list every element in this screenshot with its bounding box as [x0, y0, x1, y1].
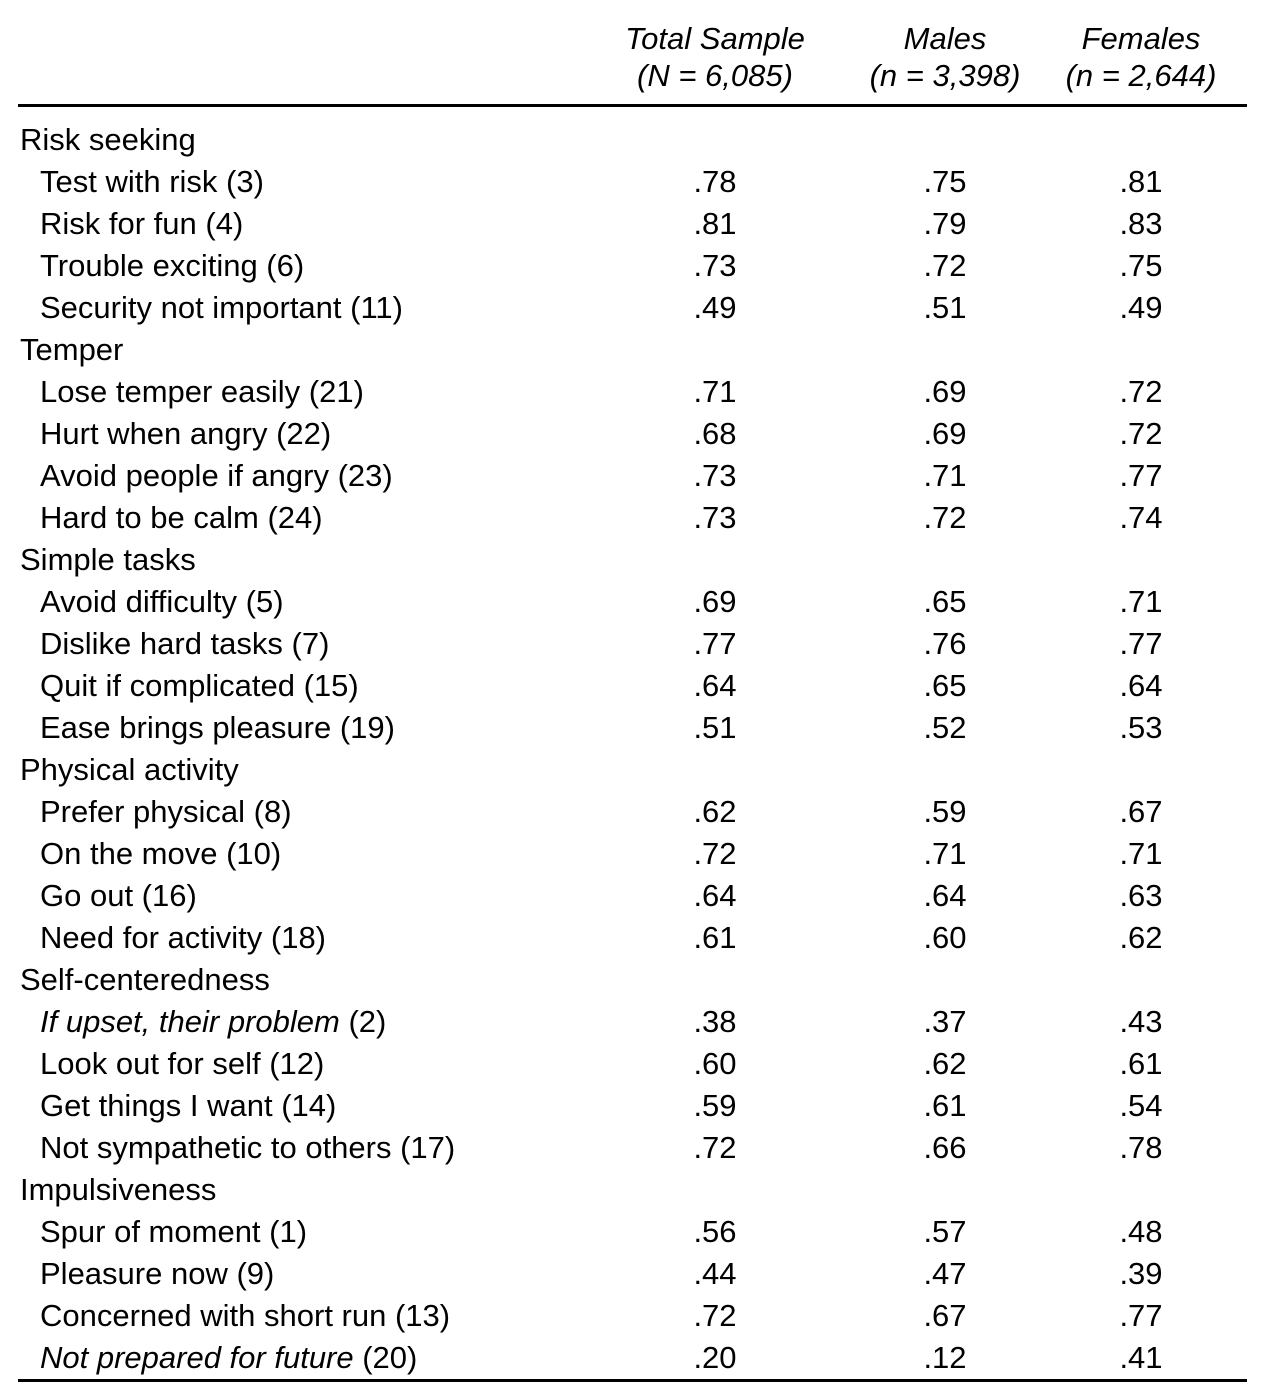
- table-body: [18, 105, 1247, 1380]
- column-header-n: (N = 6,085): [637, 57, 793, 93]
- value-cell: .77: [1119, 1298, 1163, 1333]
- value-cell: .12: [923, 1340, 967, 1375]
- value-cell: .65: [923, 584, 967, 619]
- value-cell: .59: [923, 794, 967, 829]
- item-row: [18, 1211, 1247, 1253]
- item-label-text: Ease brings pleasure: [40, 710, 332, 745]
- item-label-text: Risk for fun: [40, 206, 197, 241]
- column-header-n: (n = 3,398): [869, 57, 1021, 93]
- value-cell: .41: [1119, 1340, 1163, 1375]
- value-cell: .69: [923, 374, 967, 409]
- item-row: [18, 623, 1247, 665]
- value-cell: .64: [1119, 668, 1163, 703]
- item-label-text: Dislike hard tasks: [40, 626, 283, 661]
- item-label: Hard to be calm (24): [40, 500, 323, 535]
- item-label: Ease brings pleasure (19): [40, 710, 395, 745]
- item-label: Pleasure now (9): [40, 1256, 275, 1291]
- value-cell: .73: [693, 248, 737, 283]
- value-cell: .64: [693, 668, 737, 703]
- value-cell: .49: [1119, 290, 1163, 325]
- value-cell: .79: [923, 206, 967, 241]
- item-label: Spur of moment (1): [40, 1214, 308, 1249]
- value-cell: .78: [1119, 1130, 1163, 1165]
- value-cell: .62: [923, 1046, 967, 1081]
- value-cell: .66: [923, 1130, 967, 1165]
- item-label-text: If upset, their problem: [40, 1004, 340, 1039]
- item-label: If upset, their problem (2): [40, 1004, 387, 1039]
- item-label: Not sympathetic to others (17): [40, 1130, 456, 1165]
- value-cell: .49: [693, 290, 737, 325]
- item-label: Security not important (11): [40, 290, 403, 325]
- value-cell: .71: [1119, 836, 1163, 871]
- item-label-text: Concerned with short run: [40, 1298, 387, 1333]
- table-header: [18, 0, 1247, 105]
- item-row: [18, 161, 1247, 203]
- column-header-females: [1035, 0, 1247, 105]
- value-cell: .57: [923, 1214, 967, 1249]
- value-cell: .61: [693, 920, 737, 955]
- value-cell: .72: [1119, 416, 1163, 451]
- value-cell: .81: [1119, 164, 1163, 199]
- column-header-total-sample: [575, 0, 855, 105]
- value-cell: .69: [693, 584, 737, 619]
- value-cell: .65: [923, 668, 967, 703]
- column-header-n: (n = 2,644): [1065, 57, 1217, 93]
- category-label: Physical activity: [20, 752, 239, 787]
- item-label: Dislike hard tasks (7): [40, 626, 330, 661]
- value-cell: .71: [693, 374, 737, 409]
- value-cell: .39: [1119, 1256, 1163, 1291]
- item-row: [18, 707, 1247, 749]
- item-label: On the move (10): [40, 836, 282, 871]
- category-label: Self-centeredness: [20, 962, 270, 997]
- item-label-text: Security not important: [40, 290, 342, 325]
- category-label: Temper: [20, 332, 124, 367]
- value-cell: .52: [923, 710, 967, 745]
- item-label-text: Not sympathetic to others: [40, 1130, 392, 1165]
- column-header-title: Males: [903, 20, 987, 56]
- value-cell: .62: [693, 794, 737, 829]
- item-row: [18, 1085, 1247, 1127]
- value-cell: .75: [1119, 248, 1163, 283]
- item-row: [18, 413, 1247, 455]
- value-cell: .60: [693, 1046, 737, 1081]
- item-row: [18, 497, 1247, 539]
- item-row: [18, 1295, 1247, 1337]
- item-label-text: Get things I want: [40, 1088, 273, 1123]
- category-row: [18, 959, 1247, 1001]
- item-row: [18, 1001, 1247, 1043]
- value-cell: .51: [693, 710, 737, 745]
- value-cell: .73: [693, 500, 737, 535]
- item-label-text: Lose temper easily: [40, 374, 301, 409]
- value-cell: .76: [923, 626, 967, 661]
- value-cell: .72: [693, 836, 737, 871]
- column-header-title: Total Sample: [625, 20, 805, 56]
- item-row: [18, 1337, 1247, 1381]
- value-cell: .71: [923, 458, 967, 493]
- item-label-text: On the move: [40, 836, 218, 871]
- item-label-text: Need for activity: [40, 920, 263, 955]
- value-cell: .64: [923, 878, 967, 913]
- value-cell: .77: [1119, 458, 1163, 493]
- value-cell: .37: [923, 1004, 967, 1039]
- category-label: Impulsiveness: [20, 1172, 217, 1207]
- value-cell: .67: [1119, 794, 1163, 829]
- item-label-text: Test with risk: [40, 164, 218, 199]
- item-row: [18, 245, 1247, 287]
- item-label: Quit if complicated (15): [40, 668, 359, 703]
- item-label: Get things I want (14): [40, 1088, 337, 1123]
- stub-header: [18, 0, 575, 105]
- value-cell: .53: [1119, 710, 1163, 745]
- value-cell: .81: [693, 206, 737, 241]
- value-cell: .59: [693, 1088, 737, 1123]
- value-cell: .67: [923, 1298, 967, 1333]
- value-cell: .72: [1119, 374, 1163, 409]
- category-row: [18, 105, 1247, 161]
- column-header-males: [855, 0, 1035, 105]
- item-label-text: Go out: [40, 878, 134, 913]
- item-label: Risk for fun (4): [40, 206, 244, 241]
- category-row: [18, 329, 1247, 371]
- value-cell: .47: [923, 1256, 967, 1291]
- value-cell: .78: [693, 164, 737, 199]
- item-row: [18, 833, 1247, 875]
- value-cell: .43: [1119, 1004, 1163, 1039]
- item-label-text: Quit if complicated: [40, 668, 295, 703]
- item-label-text: Pleasure now: [40, 1256, 228, 1291]
- value-cell: .77: [693, 626, 737, 661]
- value-cell: .61: [1119, 1046, 1163, 1081]
- value-cell: .54: [1119, 1088, 1163, 1123]
- value-cell: .56: [693, 1214, 737, 1249]
- item-row: [18, 1127, 1247, 1169]
- value-cell: .69: [923, 416, 967, 451]
- value-cell: .20: [693, 1340, 737, 1375]
- value-cell: .64: [693, 878, 737, 913]
- value-cell: .72: [693, 1130, 737, 1165]
- value-cell: .60: [923, 920, 967, 955]
- value-cell: .48: [1119, 1214, 1163, 1249]
- value-cell: .61: [923, 1088, 967, 1123]
- item-label-text: Prefer physical: [40, 794, 246, 829]
- item-label: Trouble exciting (6): [40, 248, 305, 283]
- item-label-text: Spur of moment: [40, 1214, 261, 1249]
- value-cell: .71: [1119, 584, 1163, 619]
- item-label: Look out for self (12): [40, 1046, 325, 1081]
- item-label: Test with risk (3): [40, 164, 264, 199]
- item-label: Lose temper easily (21): [40, 374, 364, 409]
- value-cell: .62: [1119, 920, 1163, 955]
- header-row: [18, 0, 1247, 105]
- item-label: Go out (16): [40, 878, 197, 913]
- category-row: [18, 749, 1247, 791]
- item-row: [18, 875, 1247, 917]
- item-label-text: Hard to be calm: [40, 500, 259, 535]
- value-cell: .83: [1119, 206, 1163, 241]
- category-label: Simple tasks: [20, 542, 196, 577]
- item-label-text: Trouble exciting: [40, 248, 258, 283]
- item-label: Avoid difficulty (5): [40, 584, 284, 619]
- value-cell: .51: [923, 290, 967, 325]
- category-row: [18, 1169, 1247, 1211]
- item-row: [18, 455, 1247, 497]
- item-label: Prefer physical (8): [40, 794, 292, 829]
- item-label-text: Look out for self: [40, 1046, 261, 1081]
- value-cell: .74: [1119, 500, 1163, 535]
- item-label-text: Avoid people if angry: [40, 458, 329, 493]
- item-row: [18, 917, 1247, 959]
- value-cell: .44: [693, 1256, 737, 1291]
- category-row: [18, 539, 1247, 581]
- item-label-text: Hurt when angry: [40, 416, 268, 451]
- item-label-text: Avoid difficulty: [40, 584, 238, 619]
- value-cell: .72: [693, 1298, 737, 1333]
- value-cell: .71: [923, 836, 967, 871]
- item-row: [18, 1043, 1247, 1085]
- item-row: [18, 581, 1247, 623]
- item-label: Avoid people if angry (23): [40, 458, 393, 493]
- item-row: [18, 665, 1247, 707]
- item-row: [18, 1253, 1247, 1295]
- value-cell: .73: [693, 458, 737, 493]
- item-row: [18, 791, 1247, 833]
- item-row: [18, 203, 1247, 245]
- item-label: Concerned with short run (13): [40, 1298, 451, 1333]
- value-cell: .38: [693, 1004, 737, 1039]
- value-cell: .75: [923, 164, 967, 199]
- loadings-table: [18, 0, 1247, 1382]
- value-cell: .72: [923, 500, 967, 535]
- item-label: Need for activity (18): [40, 920, 327, 955]
- item-label: Hurt when angry (22): [40, 416, 332, 451]
- item-row: [18, 287, 1247, 329]
- value-cell: .72: [923, 248, 967, 283]
- category-label: Risk seeking: [20, 122, 196, 157]
- item-row: [18, 371, 1247, 413]
- value-cell: .63: [1119, 878, 1163, 913]
- value-cell: .68: [693, 416, 737, 451]
- column-header-title: Females: [1081, 20, 1201, 56]
- value-cell: .77: [1119, 626, 1163, 661]
- item-label-text: Not prepared for future: [40, 1340, 354, 1375]
- item-label: Not prepared for future (20): [40, 1340, 418, 1375]
